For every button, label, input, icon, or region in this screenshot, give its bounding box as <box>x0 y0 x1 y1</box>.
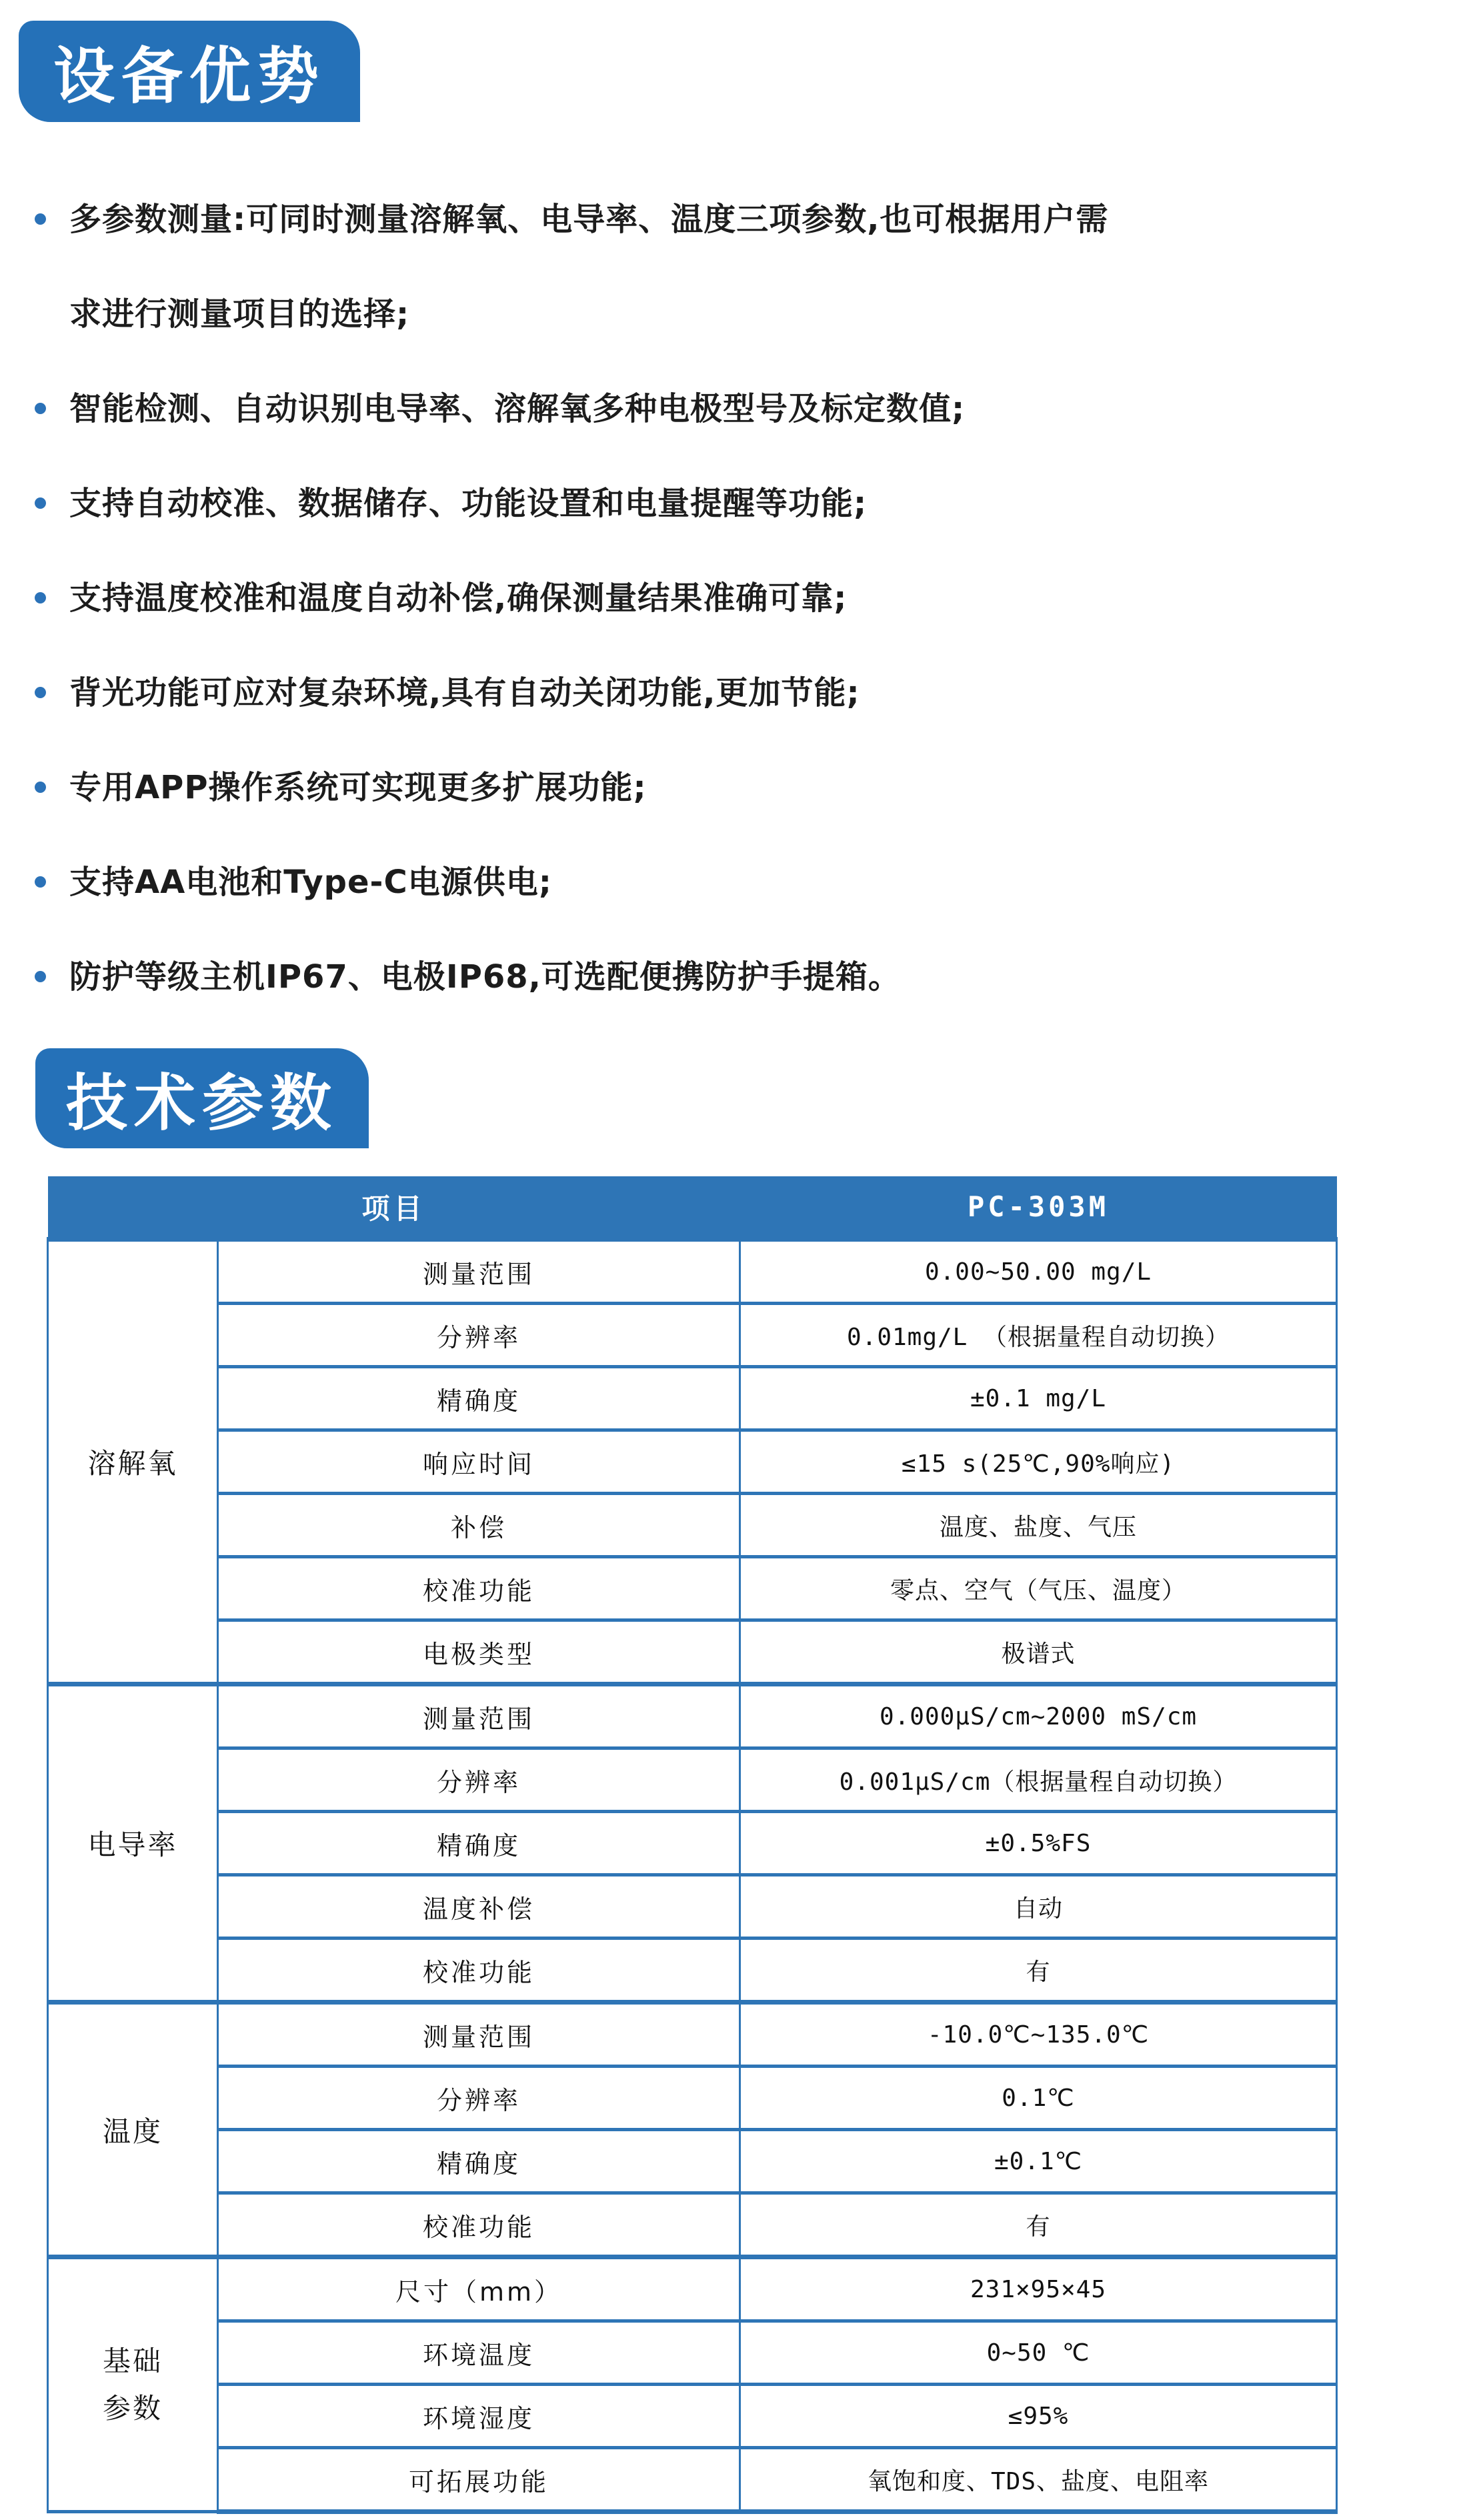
param-name: 测量范围 <box>218 2003 740 2067</box>
param-value: 极谱式 <box>740 1620 1337 1684</box>
table-row <box>48 1875 1337 1939</box>
param-value: 231×95×45 <box>740 2257 1337 2321</box>
table-row <box>48 1430 1337 1494</box>
table-row <box>48 1494 1337 1557</box>
table-row <box>48 2448 1337 2512</box>
table-row <box>48 1557 1337 1620</box>
list-item <box>35 456 1302 551</box>
param-value: 0~50 ℃ <box>740 2321 1337 2385</box>
table-row <box>48 1304 1337 1367</box>
feature-text-line: 背光功能可应对复杂环境,具有自动关闭功能,更加节能; <box>69 674 860 712</box>
group-label-temperature: 温度 <box>48 2003 218 2257</box>
list-item <box>35 740 1302 835</box>
bullet-icon <box>35 782 46 793</box>
table-row <box>48 1684 1337 1748</box>
param-value: ±0.1 mg/L <box>740 1367 1337 1430</box>
bullet-icon <box>35 213 46 225</box>
param-value: ≤15 s(25℃,90%响应) <box>740 1430 1337 1494</box>
param-name: 分辨率 <box>218 2067 740 2130</box>
table-row <box>48 1240 1337 1304</box>
param-value: 0.001μS/cm（根据量程自动切换） <box>740 1748 1337 1812</box>
list-item <box>35 930 1302 1024</box>
table-row <box>48 2003 1337 2067</box>
group-label-dissolved-oxygen: 溶解氧 <box>48 1240 218 1684</box>
feature-text-line: 多参数测量:可同时测量溶解氧、电导率、温度三项参数,也可根据用户需 <box>69 201 1109 238</box>
param-name: 补偿 <box>218 1494 740 1557</box>
param-value: 0.000μS/cm~2000 mS/cm <box>740 1684 1337 1748</box>
param-name: 温度补偿 <box>218 1875 740 1939</box>
param-name: 校准功能 <box>218 1939 740 2003</box>
param-name: 环境湿度 <box>218 2385 740 2448</box>
param-name: 测量范围 <box>218 1240 740 1304</box>
table-row <box>48 2257 1337 2321</box>
param-value: 有 <box>740 2193 1337 2257</box>
table-row <box>48 2193 1337 2257</box>
param-name: 精确度 <box>218 1812 740 1875</box>
param-name: 电极类型 <box>218 1620 740 1684</box>
bullet-icon <box>35 971 46 982</box>
table-row <box>48 2067 1337 2130</box>
section-title-advantages <box>19 21 360 122</box>
table-row <box>48 2130 1337 2193</box>
param-name: 环境温度 <box>218 2321 740 2385</box>
param-name: 精确度 <box>218 1367 740 1430</box>
table-row <box>48 1812 1337 1875</box>
param-name: 可拓展功能 <box>218 2448 740 2512</box>
param-value: 有 <box>740 1939 1337 2003</box>
bullet-icon <box>35 592 46 603</box>
param-value: -10.0℃~135.0℃ <box>740 2003 1337 2067</box>
bullet-icon <box>35 876 46 888</box>
section-title-advantages-label: 设备优势 <box>53 41 325 112</box>
bullet-icon <box>35 497 46 509</box>
table-row <box>48 1748 1337 1812</box>
param-name: 精确度 <box>218 2130 740 2193</box>
table-header-item: 项目 <box>48 1176 740 1240</box>
feature-text-line: 防护等级主机IP67、电极IP68,可选配便携防护手提箱。 <box>69 958 901 996</box>
param-name: 测量范围 <box>218 1684 740 1748</box>
feature-text-line: 专用APP操作系统可实现更多扩展功能; <box>69 769 647 806</box>
bullet-icon <box>35 403 46 414</box>
feature-text-line: 支持自动校准、数据储存、功能设置和电量提醒等功能; <box>69 485 868 522</box>
param-value: 0.00~50.00 mg/L <box>740 1240 1337 1304</box>
param-name: 分辨率 <box>218 1748 740 1812</box>
feature-list <box>35 172 1302 1024</box>
param-value: 自动 <box>740 1875 1337 1939</box>
table-row <box>48 1939 1337 2003</box>
table-row <box>48 1620 1337 1684</box>
feature-text-line: 求进行测量项目的选择; <box>69 295 410 333</box>
list-item <box>35 361 1302 456</box>
feature-text-line: 支持AA电池和Type-C电源供电; <box>69 864 552 901</box>
group-label-conductivity: 电导率 <box>48 1684 218 2003</box>
param-name: 校准功能 <box>218 1557 740 1620</box>
group-label-basic-params <box>48 2257 218 2512</box>
param-value: 0.01mg/L （根据量程自动切换） <box>740 1304 1337 1367</box>
list-item <box>35 551 1302 646</box>
param-value: 零点、空气（气压、温度） <box>740 1557 1337 1620</box>
list-item <box>35 172 1302 361</box>
section-title-specs <box>35 1048 369 1148</box>
feature-text-line: 智能检测、自动识别电导率、溶解氧多种电极型号及标定数值; <box>69 390 966 427</box>
param-name: 尺寸（mm） <box>218 2257 740 2321</box>
list-item <box>35 646 1302 740</box>
table-header-row <box>48 1176 1337 1240</box>
param-value: 0.1℃ <box>740 2067 1337 2130</box>
table-header-model: PC-303M <box>740 1176 1337 1240</box>
param-value: ±0.1℃ <box>740 2130 1337 2193</box>
group-label-text: 基础参数 <box>102 2344 163 2425</box>
list-item <box>35 835 1302 930</box>
param-value: 氧饱和度、TDS、盐度、电阻率 <box>740 2448 1337 2512</box>
param-value: ≤95% <box>740 2385 1337 2448</box>
table-row <box>48 2385 1337 2448</box>
param-name: 响应时间 <box>218 1430 740 1494</box>
feature-text-line: 支持温度校准和温度自动补偿,确保测量结果准确可靠; <box>69 579 848 617</box>
param-name: 校准功能 <box>218 2193 740 2257</box>
section-title-specs-label: 技术参数 <box>65 1068 338 1139</box>
table-row <box>48 1367 1337 1430</box>
spec-table <box>47 1176 1338 2514</box>
param-value: 温度、盐度、气压 <box>740 1494 1337 1557</box>
table-row <box>48 2321 1337 2385</box>
bullet-icon <box>35 687 46 698</box>
param-name: 分辨率 <box>218 1304 740 1367</box>
param-value: ±0.5%FS <box>740 1812 1337 1875</box>
